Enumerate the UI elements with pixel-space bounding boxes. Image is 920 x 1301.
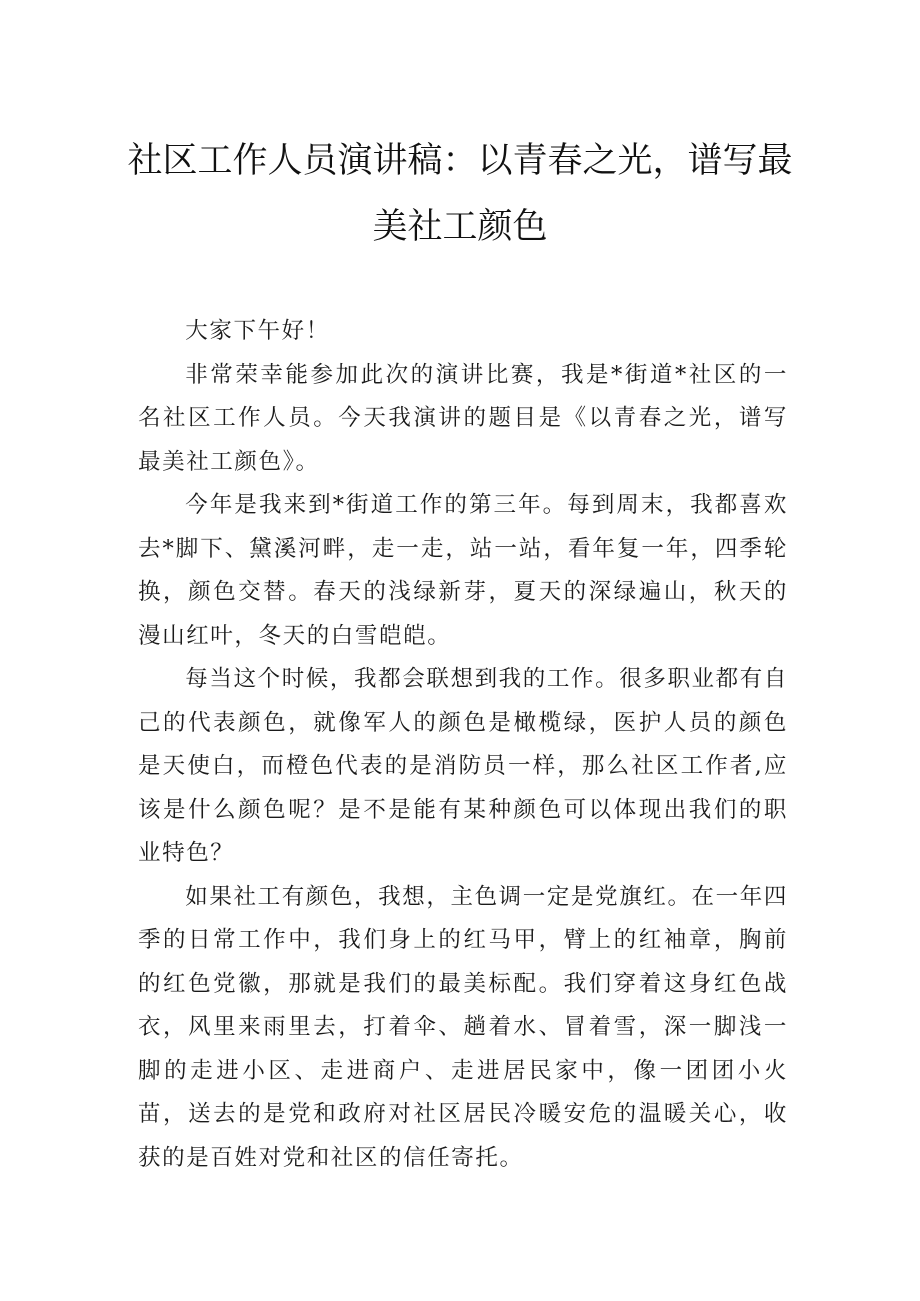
paragraph-seasons: 今年是我来到*街道工作的第三年。每到周末，我都喜欢去*脚下、黛溪河畔，走一走，站一站，看年复一年，四季轮换，颜色交替。春天的浅绿新芽，夏天的深绿遍山，秋天的漫山红叶，冬天的白雪皑皑。 xyxy=(138,492,788,649)
title-line-2: 美社工颜色 xyxy=(372,207,548,247)
title-line-1: 社区工作人员演讲稿：以青春之光，谱写最 xyxy=(127,141,793,181)
paragraph-profession-colors: 每当这个时候，我都会联想到我的工作。很多职业都有自己的代表颜色，就像军人的颜色是橄榄绿，医护人员的颜色是天使白，而橙色代表的是消防员一样，那么社区工作者,应该是什么颜色呢？是不是能有某种颜色可以体现出我们的职业特色？ xyxy=(138,666,788,866)
paragraph-greeting: 大家下午好！ xyxy=(185,318,330,344)
paragraph-party-red: 如果社工有颜色，我想，主色调一定是党旗红。在一年四季的日常工作中，我们身上的红马甲，臂上的红袖章，胸前的红色党徽，那就是我们的最美标配。我们穿着这身红色战衣，风里来雨里去，打着伞、趟着水、冒着雪，深一脚浅一脚的走进小区、走进商户、走进居民家中，像一团团小火苗，送去的是党和政府对社区居民冷暖安危的温暖关心，收获的是百姓对党和社区的信任寄托。 xyxy=(138,883,788,1171)
paragraph-introduction: 非常荣幸能参加此次的演讲比赛，我是*街道*社区的一名社区工作人员。今天我演讲的题目是《以青春之光，谱写最美社工颜色》。 xyxy=(138,361,788,475)
document-title xyxy=(120,128,800,260)
document-body xyxy=(138,310,788,1180)
